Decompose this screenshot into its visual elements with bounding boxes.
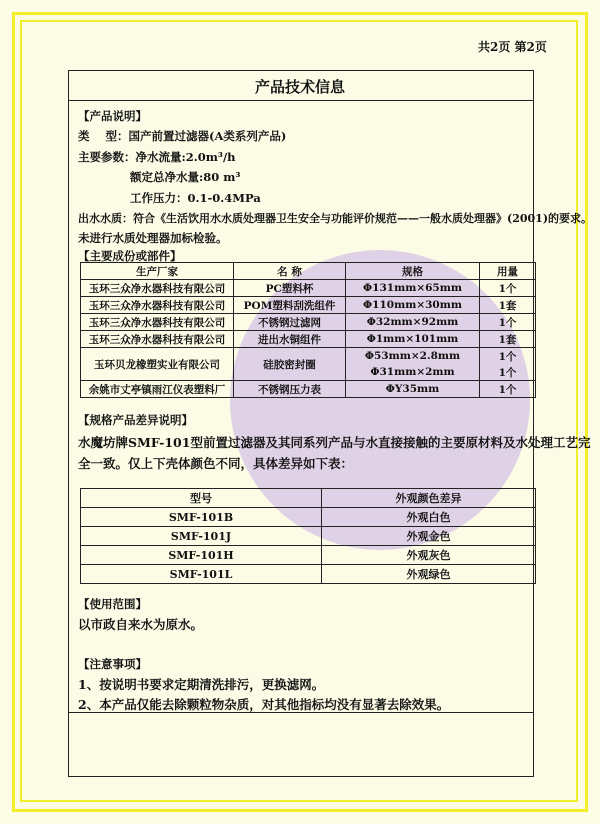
table-cell: Φ53mm×2.8mm [346,348,480,365]
table-cell: 玉环贝龙橡塑实业有限公司 [81,348,234,381]
table-cell: Φ32mm×92mm [346,314,480,331]
page-title: 产品技术信息 [254,78,345,96]
table-row [81,348,536,365]
divider [68,100,534,101]
quality-line: 出水水质：符合《生活饮用水水质处理器卫生安全与功能评价规范——一般水质处理器》(2001)的要求。 [78,212,593,225]
table-row [81,280,536,297]
type-line: 类 型：国产前置过滤器(A类系列产品) [78,129,287,143]
table-row [81,546,536,565]
note-line: 未进行水质处理器加标检验。 [78,231,228,245]
variants-table [80,488,536,584]
table-cell: 硅胶密封圈 [234,348,346,381]
table-cell: 1个 [480,364,536,381]
table-cell: 1个 [480,280,536,297]
table-cell: 不锈钢压力表 [234,381,346,398]
section-heading: 【使用范围】 [78,597,147,611]
table-cell: 1个 [480,314,536,331]
table-cell: 外观金色 [322,527,536,546]
components-table [80,262,536,398]
pressure-line: 工作压力：0.1-0.4MPa [130,191,261,205]
table-cell: 生产厂家 [81,263,234,280]
capacity-line: 额定总净水量:80 m³ [130,170,241,184]
table-row [81,508,536,527]
table-row [81,381,536,398]
table-cell: ΦY35mm [346,381,480,398]
page-indicator: 共2页 第2页 [478,40,547,54]
table-header [81,489,536,508]
table-cell: 外观白色 [322,508,536,527]
section-heading: 【主要成份或部件】 [78,249,182,263]
table-header [81,263,536,280]
table-cell: SMF-101L [81,565,322,584]
divider [68,712,534,713]
note-item: 1、按说明书要求定期清洗排污，更换滤网。 [78,677,325,692]
table-cell: Φ110mm×30mm [346,297,480,314]
table-cell: PC塑料杯 [234,280,346,297]
table-cell: Φ31mm×2mm [346,364,480,381]
table-cell: 外观灰色 [322,546,536,565]
table-cell: Φ131mm×65mm [346,280,480,297]
table-cell: 玉环三众净水器科技有限公司 [81,314,234,331]
table-cell: 用量 [480,263,536,280]
table-cell: 1个 [480,348,536,365]
table-cell: 玉环三众净水器科技有限公司 [81,280,234,297]
table-cell: SMF-101B [81,508,322,527]
section-heading: 【规格产品差异说明】 [78,413,193,427]
table-cell: 型号 [81,489,322,508]
table-cell: 外观颜色差异 [322,489,536,508]
scope-text: 以市政自来水为原水。 [78,617,204,632]
table-cell: SMF-101H [81,546,322,565]
diff-text: 水魔坊牌SMF-101型前置过滤器及其同系列产品与水直接接触的主要原材料及水处理工艺完 [78,435,591,450]
table-cell: 1个 [480,381,536,398]
table-cell: 外观绿色 [322,565,536,584]
table-row [81,314,536,331]
table-cell: 余姚市丈亭镇雨江仪表塑料厂 [81,381,234,398]
table-row [81,297,536,314]
table-cell: POM塑料刮洗组件 [234,297,346,314]
table-cell: 玉环三众净水器科技有限公司 [81,331,234,348]
table-cell: 玉环三众净水器科技有限公司 [81,297,234,314]
params-line: 主要参数：净水流量:2.0m³/h [78,150,236,164]
table-cell: 1套 [480,297,536,314]
table-cell: 规格 [346,263,480,280]
table-cell: SMF-101J [81,527,322,546]
table-cell: 名 称 [234,263,346,280]
section-heading: 【注意事项】 [78,657,147,671]
table-row [81,331,536,348]
note-item: 2、本产品仅能去除颗粒物杂质，对其他指标均没有显著去除效果。 [78,697,450,712]
table-cell: 不锈钢过滤网 [234,314,346,331]
table-row [81,565,536,584]
table-cell: Φ1mm×101mm [346,331,480,348]
table-cell: 进出水铜组件 [234,331,346,348]
table-row [81,527,536,546]
table-cell: 1套 [480,331,536,348]
diff-text: 全一致。仅上下壳体颜色不同，具体差异如下表： [78,456,354,471]
section-heading: 【产品说明】 [78,109,147,123]
